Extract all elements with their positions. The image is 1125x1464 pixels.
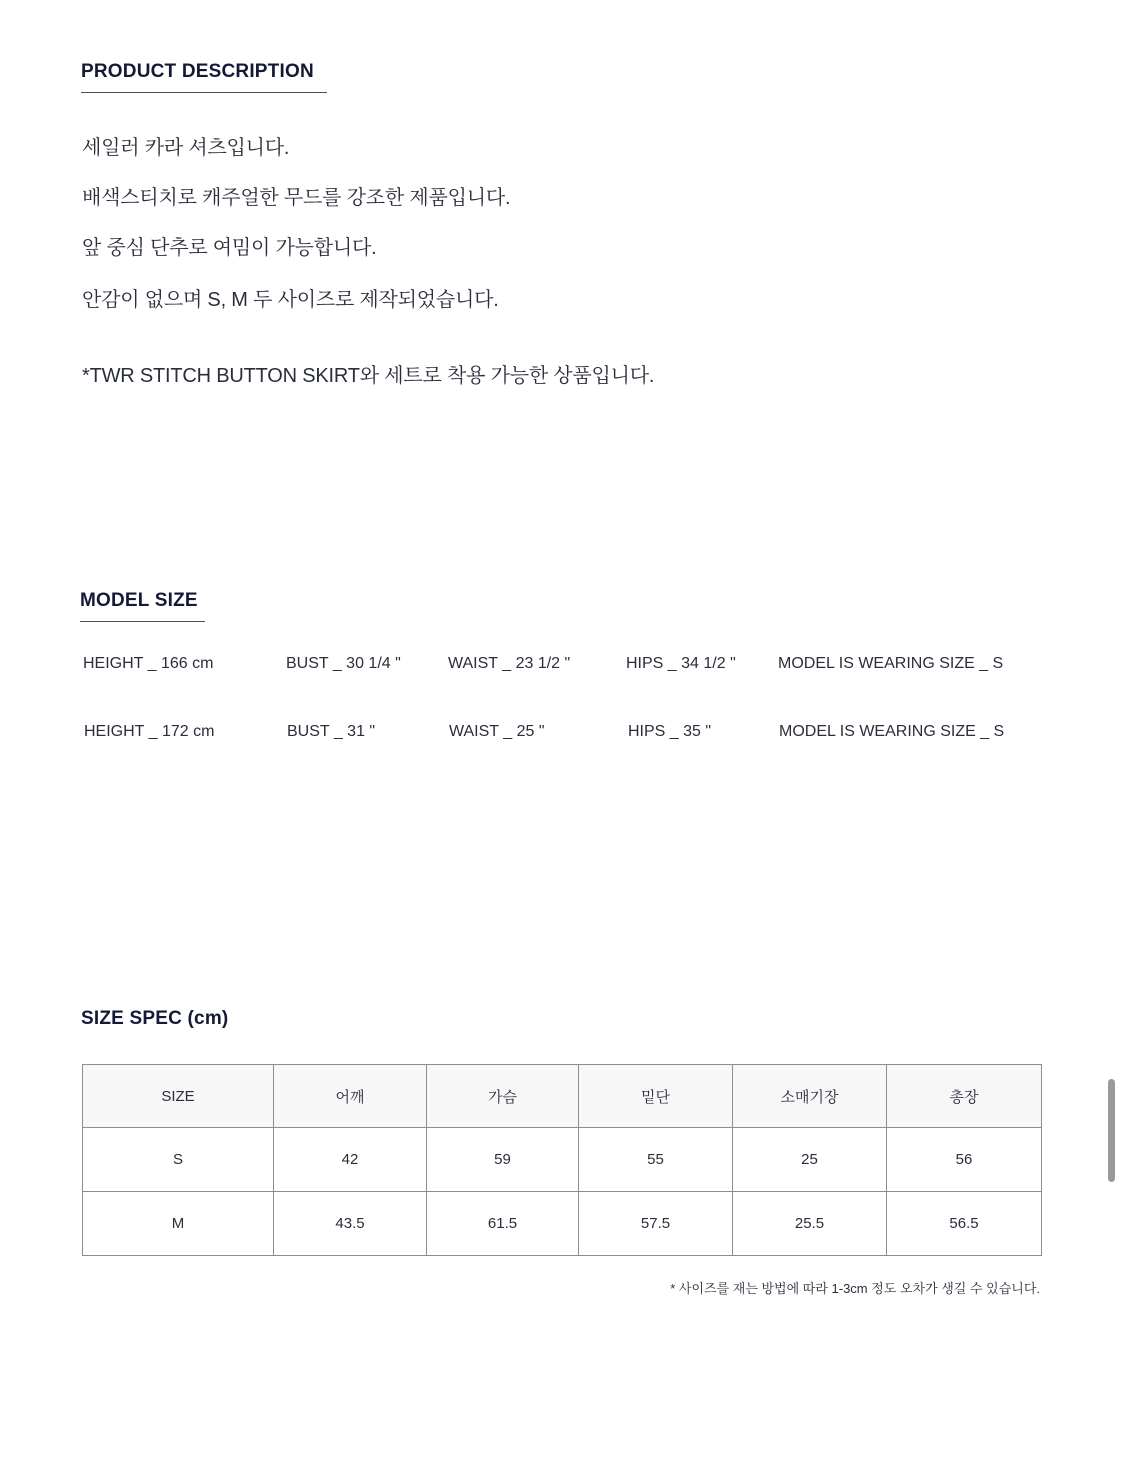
description-line: 앞 중심 단추로 여밈이 가능합니다. bbox=[82, 237, 377, 259]
scrollbar[interactable] bbox=[1108, 1079, 1115, 1182]
model-wearing-size: MODEL IS WEARING SIZE _ S bbox=[778, 655, 1004, 672]
size-spec-title: SIZE SPEC (cm) bbox=[81, 1008, 229, 1029]
table-cell: 25 bbox=[733, 1128, 887, 1192]
model-height: HEIGHT _ 172 cm bbox=[84, 723, 215, 740]
model-row bbox=[0, 655, 1125, 679]
table-cell: 42 bbox=[274, 1128, 427, 1192]
model-waist: WAIST _ 23 1/2 " bbox=[448, 655, 571, 672]
model-wearing-size: MODEL IS WEARING SIZE _ S bbox=[779, 723, 1005, 740]
table-cell: 59 bbox=[427, 1128, 579, 1192]
product-description-title: PRODUCT DESCRIPTION bbox=[81, 61, 327, 93]
table-cell: 43.5 bbox=[274, 1192, 427, 1256]
model-bust: BUST _ 31 " bbox=[287, 723, 376, 740]
size-spec-table bbox=[82, 1064, 1042, 1256]
table-row bbox=[83, 1128, 1042, 1192]
table-cell: 57.5 bbox=[579, 1192, 733, 1256]
header-chest: 가슴 bbox=[427, 1065, 579, 1128]
model-waist: WAIST _ 25 " bbox=[449, 723, 545, 740]
description-line: 배색스티치로 캐주얼한 무드를 강조한 제품입니다. bbox=[82, 187, 511, 209]
table-cell: 56 bbox=[887, 1128, 1042, 1192]
table-cell: 61.5 bbox=[427, 1192, 579, 1256]
table-cell: 25.5 bbox=[733, 1192, 887, 1256]
header-shoulder: 어깨 bbox=[274, 1065, 427, 1128]
header-hem: 밑단 bbox=[579, 1065, 733, 1128]
table-header-row bbox=[83, 1065, 1042, 1128]
model-hips: HIPS _ 35 " bbox=[628, 723, 712, 740]
table-cell: 55 bbox=[579, 1128, 733, 1192]
table-cell: S bbox=[83, 1128, 274, 1192]
model-row bbox=[0, 723, 1125, 747]
description-line: 세일러 카라 셔츠입니다. bbox=[82, 137, 290, 159]
header-total-length: 총장 bbox=[887, 1065, 1042, 1128]
table-cell: 56.5 bbox=[887, 1192, 1042, 1256]
model-size-title: MODEL SIZE bbox=[80, 590, 205, 622]
model-height: HEIGHT _ 166 cm bbox=[83, 655, 214, 672]
table-cell: M bbox=[83, 1192, 274, 1256]
model-hips: HIPS _ 34 1/2 " bbox=[626, 655, 736, 672]
description-line: 안감이 없으며 S, M 두 사이즈로 제작되었습니다. bbox=[82, 289, 499, 311]
description-note: *TWR STITCH BUTTON SKIRT와 세트로 착용 가능한 상품입니다. bbox=[82, 365, 655, 387]
model-bust: BUST _ 30 1/4 " bbox=[286, 655, 401, 672]
size-note: * 사이즈를 재는 방법에 따라 1-3cm 정도 오차가 생길 수 있습니다. bbox=[670, 1281, 1040, 1296]
header-sleeve-length: 소매기장 bbox=[733, 1065, 887, 1128]
header-size: SIZE bbox=[83, 1065, 274, 1128]
table-row bbox=[83, 1192, 1042, 1256]
